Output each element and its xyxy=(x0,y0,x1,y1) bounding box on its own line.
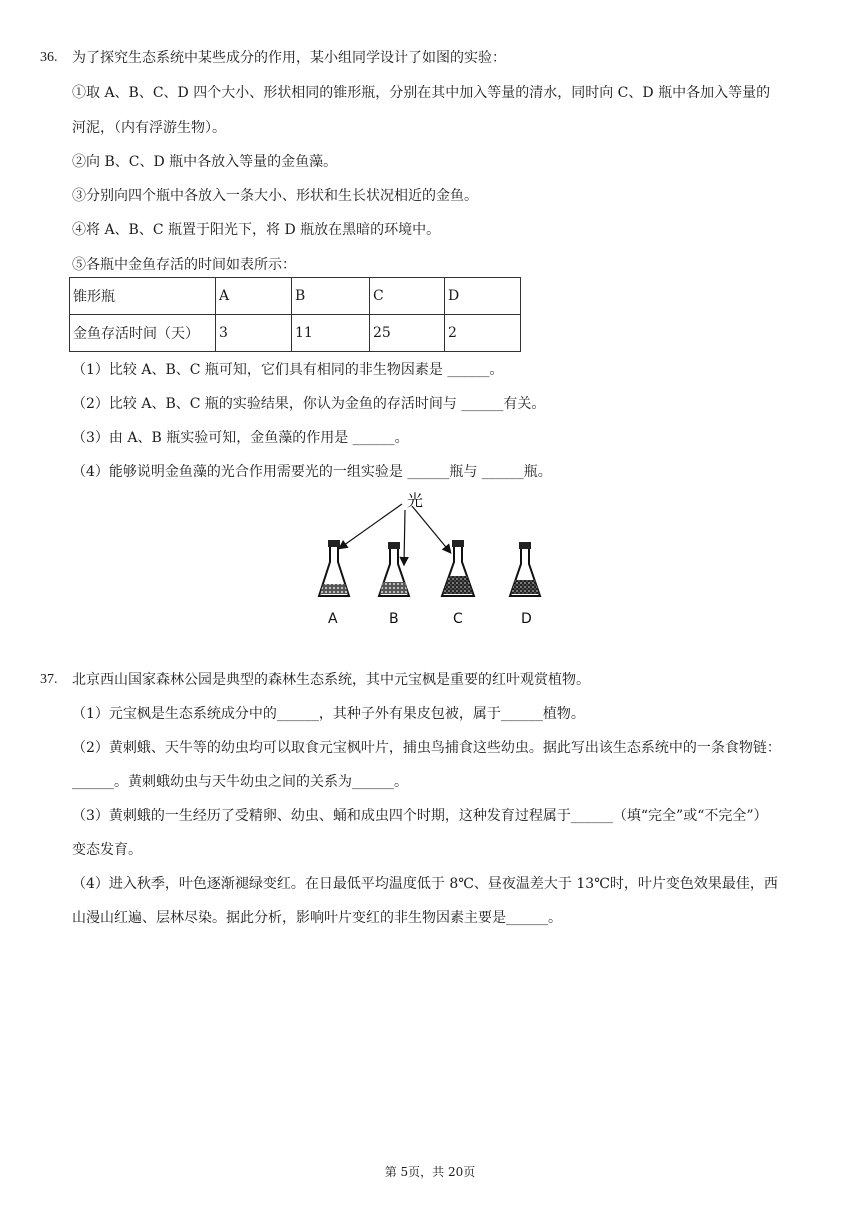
table-cell: C xyxy=(370,278,445,315)
table-cell: B xyxy=(292,278,370,315)
survival-table xyxy=(69,277,521,352)
question-37-number: 37. xyxy=(40,672,58,687)
table-row xyxy=(70,315,521,352)
flask-label-a: A xyxy=(328,611,338,627)
light-label: 光 xyxy=(407,491,424,510)
question-36-number: 36. xyxy=(40,50,58,65)
table-cell: 金鱼存活时间（天） xyxy=(70,315,216,352)
question-37-sub3: （3）黄刺蛾的一生经历了受精卵、幼虫、蛹和成虫四个时期，这种发育过程属于______（填“完全”或“不完全”） xyxy=(72,808,768,824)
light-arrow-b xyxy=(404,510,405,564)
question-37-sub4-continued: 山漫山红遍、层林尽染。据此分析，影响叶片变红的非生物因素主要是______。 xyxy=(72,910,562,926)
light-arrow-a xyxy=(340,504,402,548)
table-cell: 3 xyxy=(216,315,292,352)
question-36-intro: 为了探究生态系统中某些成分的作用，某小组同学设计了如图的实验： xyxy=(72,50,506,66)
question-36-sub3: （3）由 A、B 瓶实验可知，金鱼藻的作用是 ______。 xyxy=(72,430,409,446)
table-cell: 25 xyxy=(370,315,445,352)
table-cell: A xyxy=(216,278,292,315)
flask-experiment-figure xyxy=(312,490,562,630)
question-36-sub4: （4）能够说明金鱼藻的光合作用需要光的一组实验是 ______瓶与 ______瓶。 xyxy=(72,464,552,480)
question-36-step1-continued: 河泥，（内有浮游生物）。 xyxy=(72,120,226,136)
question-37-sub2: （2）黄刺蛾、天牛等的幼虫均可以取食元宝枫叶片，捕虫鸟捕食这些幼虫。据此写出该生态系统中的一条食物链： xyxy=(72,740,781,756)
light-arrow-c xyxy=(412,506,450,552)
question-37-sub2-continued: ______。黄刺蛾幼虫与天牛幼虫之间的关系为______。 xyxy=(72,774,408,790)
question-36-step4: ④将 A、B、C 瓶置于阳光下，将 D 瓶放在黑暗的环境中。 xyxy=(72,222,441,238)
table-cell: 2 xyxy=(445,315,521,352)
table-row xyxy=(70,278,521,315)
flask-a-icon xyxy=(319,540,349,596)
page-footer: 第 5页，共 20页 xyxy=(384,1165,476,1179)
question-37-sub4: （4）进入秋季，叶色逐渐褪绿变红。在日最低平均温度低于 8℃、昼夜温差大于 13℃时，叶片变色效果最佳，西 xyxy=(72,876,778,892)
flask-label-c: C xyxy=(453,611,463,627)
question-36-step1: ①取 A、B、C、D 四个大小、形状相同的锥形瓶，分别在其中加入等量的清水，同时向 C、D 瓶中各加入等量的 xyxy=(72,85,771,101)
question-36-step2: ②向 B、C、D 瓶中各放入等量的金鱼藻。 xyxy=(72,154,338,170)
table-cell: 11 xyxy=(292,315,370,352)
question-36-sub2: （2）比较 A、B、C 瓶的实验结果，你认为金鱼的存活时间与 ______有关。 xyxy=(72,396,546,412)
question-37-intro: 北京西山国家森林公园是典型的森林生态系统，其中元宝枫是重要的红叶观赏植物。 xyxy=(72,672,590,688)
question-36-step3: ③分别向四个瓶中各放入一条大小、形状和生长状况相近的金鱼。 xyxy=(72,188,478,204)
question-36-sub1: （1）比较 A、B、C 瓶可知，它们具有相同的非生物因素是 ______。 xyxy=(72,362,504,378)
table-cell: D xyxy=(445,278,521,315)
flask-d-icon xyxy=(510,542,540,596)
flask-label-b: B xyxy=(389,611,399,627)
flask-label-d: D xyxy=(521,611,532,627)
question-37-sub1: （1）元宝枫是生态系统成分中的______，其种子外有果皮包被，属于______植物。 xyxy=(72,706,585,722)
table-cell: 锥形瓶 xyxy=(70,278,216,315)
question-37-sub3-continued: 变态发育。 xyxy=(72,842,142,858)
question-36-step5: ⑤各瓶中金鱼存活的时间如表所示： xyxy=(72,257,296,273)
